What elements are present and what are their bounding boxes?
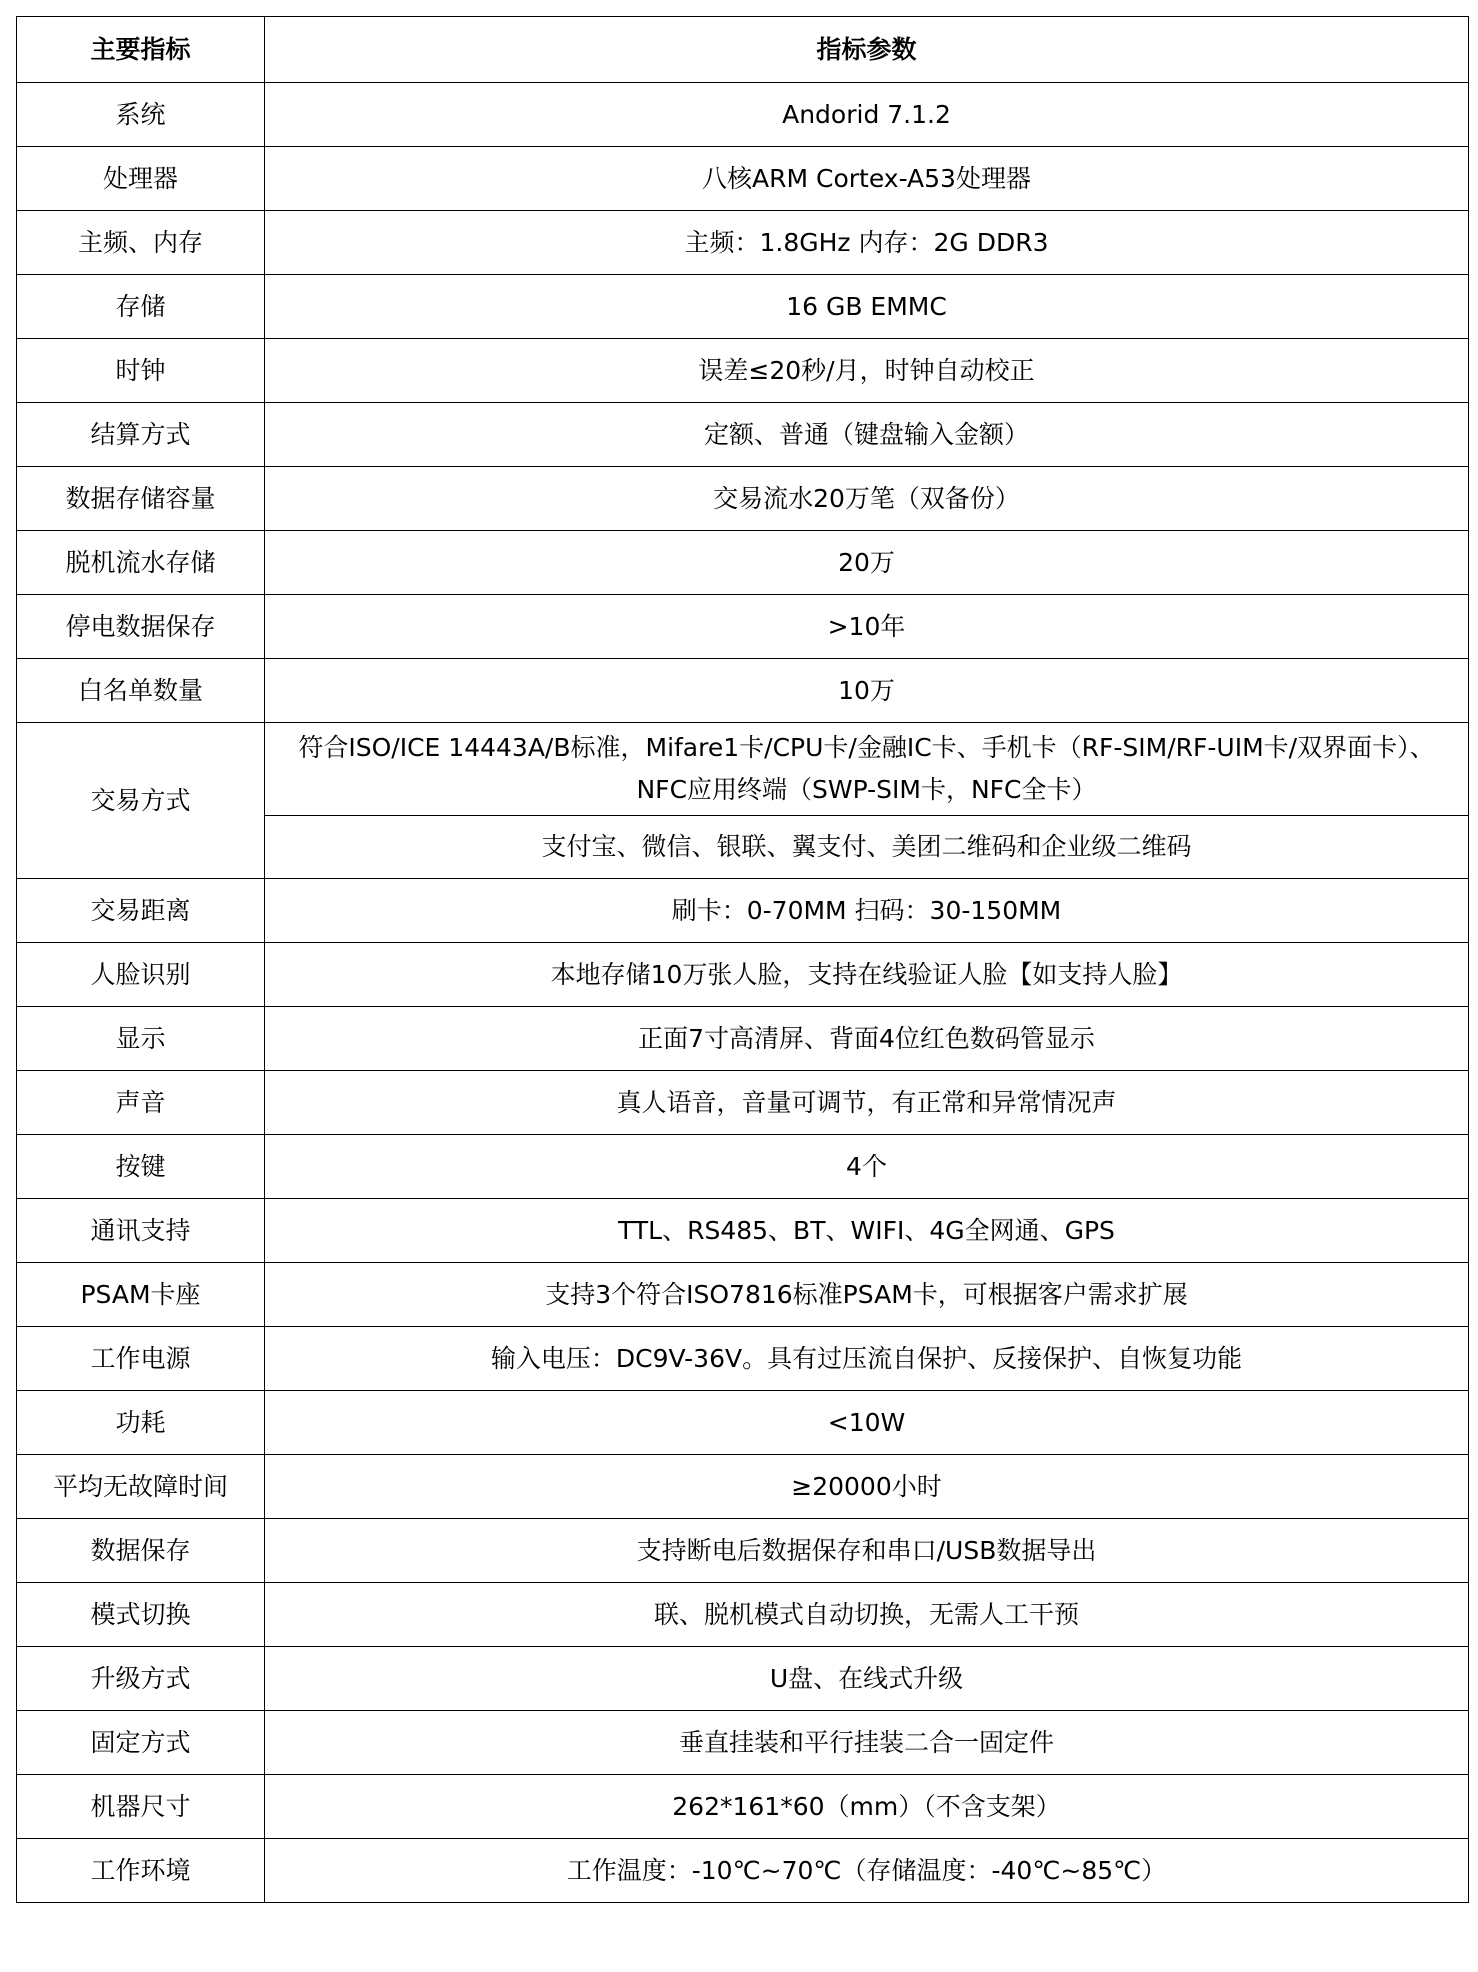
row-label: 工作环境 bbox=[17, 1839, 265, 1903]
row-value: 刷卡：0-70MM 扫码：30-150MM bbox=[265, 879, 1469, 943]
row-value: >10年 bbox=[265, 595, 1469, 659]
row-label: 按键 bbox=[17, 1135, 265, 1199]
row-value: 真人语音，音量可调节，有正常和异常情况声 bbox=[265, 1071, 1469, 1135]
table-row bbox=[17, 1199, 1469, 1263]
row-label: 升级方式 bbox=[17, 1647, 265, 1711]
row-label: 通讯支持 bbox=[17, 1199, 265, 1263]
row-label: PSAM卡座 bbox=[17, 1263, 265, 1327]
spec-table bbox=[16, 16, 1469, 1903]
row-value: TTL、RS485、BT、WIFI、4G全网通、GPS bbox=[265, 1199, 1469, 1263]
spec-rows-a bbox=[17, 83, 1469, 723]
row-value: 误差≤20秒/月，时钟自动校正 bbox=[265, 339, 1469, 403]
row-label: 处理器 bbox=[17, 147, 265, 211]
table-row bbox=[17, 1263, 1469, 1327]
row-value: 10万 bbox=[265, 659, 1469, 723]
row-label: 白名单数量 bbox=[17, 659, 265, 723]
row-value: 4个 bbox=[265, 1135, 1469, 1199]
table-row bbox=[17, 723, 1469, 816]
row-value: U盘、在线式升级 bbox=[265, 1647, 1469, 1711]
trade-mode-rows bbox=[17, 723, 1469, 879]
header-parameter: 指标参数 bbox=[265, 17, 1469, 83]
table-row bbox=[17, 1135, 1469, 1199]
row-value: 输入电压：DC9V-36V。具有过压流自保护、反接保护、自恢复功能 bbox=[265, 1327, 1469, 1391]
table-row bbox=[17, 659, 1469, 723]
row-value: <10W bbox=[265, 1391, 1469, 1455]
row-value: 支持3个符合ISO7816标准PSAM卡，可根据客户需求扩展 bbox=[265, 1263, 1469, 1327]
table-row bbox=[17, 1775, 1469, 1839]
row-label: 数据保存 bbox=[17, 1519, 265, 1583]
row-value-qr-payments: 支付宝、微信、银联、翼支付、美团二维码和企业级二维码 bbox=[265, 816, 1469, 879]
row-label-trade-mode: 交易方式 bbox=[17, 723, 265, 879]
row-label: 停电数据保存 bbox=[17, 595, 265, 659]
row-value: 垂直挂装和平行挂装二合一固定件 bbox=[265, 1711, 1469, 1775]
row-value: 262*161*60（mm）（不含支架） bbox=[265, 1775, 1469, 1839]
table-row bbox=[17, 1839, 1469, 1903]
table-row bbox=[17, 83, 1469, 147]
table-row bbox=[17, 1327, 1469, 1391]
row-value: Andorid 7.1.2 bbox=[265, 83, 1469, 147]
row-label: 交易距离 bbox=[17, 879, 265, 943]
table-row bbox=[17, 1455, 1469, 1519]
table-row bbox=[17, 879, 1469, 943]
row-label: 人脸识别 bbox=[17, 943, 265, 1007]
table-row bbox=[17, 1711, 1469, 1775]
table-row bbox=[17, 147, 1469, 211]
table-row bbox=[17, 1519, 1469, 1583]
row-label: 存储 bbox=[17, 275, 265, 339]
table-row bbox=[17, 403, 1469, 467]
row-label: 结算方式 bbox=[17, 403, 265, 467]
table-row bbox=[17, 531, 1469, 595]
row-label: 机器尺寸 bbox=[17, 1775, 265, 1839]
row-value: 八核ARM Cortex-A53处理器 bbox=[265, 147, 1469, 211]
table-row bbox=[17, 943, 1469, 1007]
table-row bbox=[17, 1647, 1469, 1711]
table-row bbox=[17, 467, 1469, 531]
row-value: ≥20000小时 bbox=[265, 1455, 1469, 1519]
spec-rows-b bbox=[17, 879, 1469, 1903]
row-label: 显示 bbox=[17, 1007, 265, 1071]
table-row bbox=[17, 1583, 1469, 1647]
table-row bbox=[17, 595, 1469, 659]
row-label: 声音 bbox=[17, 1071, 265, 1135]
table-row bbox=[17, 339, 1469, 403]
row-value: 交易流水20万笔（双备份） bbox=[265, 467, 1469, 531]
row-value: 本地存储10万张人脸，支持在线验证人脸【如支持人脸】 bbox=[265, 943, 1469, 1007]
row-label: 固定方式 bbox=[17, 1711, 265, 1775]
row-value: 16 GB EMMC bbox=[265, 275, 1469, 339]
row-label: 数据存储容量 bbox=[17, 467, 265, 531]
row-value: 联、脱机模式自动切换，无需人工干预 bbox=[265, 1583, 1469, 1647]
row-value: 定额、普通（键盘输入金额） bbox=[265, 403, 1469, 467]
row-value-card-standards: 符合ISO/ICE 14443A/B标准，Mifare1卡/CPU卡/金融IC卡、手机卡（RF-SIM/RF-UIM卡/双界面卡）、NFC应用终端（SWP-SIM卡，NFC全卡） bbox=[265, 723, 1469, 816]
row-label: 时钟 bbox=[17, 339, 265, 403]
row-label: 工作电源 bbox=[17, 1327, 265, 1391]
table-header-row bbox=[17, 17, 1469, 83]
table-row bbox=[17, 275, 1469, 339]
row-label: 脱机流水存储 bbox=[17, 531, 265, 595]
table-row bbox=[17, 1391, 1469, 1455]
table-row bbox=[17, 1071, 1469, 1135]
table-row bbox=[17, 1007, 1469, 1071]
row-value: 20万 bbox=[265, 531, 1469, 595]
row-value: 主频：1.8GHz 内存：2G DDR3 bbox=[265, 211, 1469, 275]
row-label: 功耗 bbox=[17, 1391, 265, 1455]
row-label: 系统 bbox=[17, 83, 265, 147]
row-label: 模式切换 bbox=[17, 1583, 265, 1647]
row-value: 支持断电后数据保存和串口/USB数据导出 bbox=[265, 1519, 1469, 1583]
row-label: 平均无故障时间 bbox=[17, 1455, 265, 1519]
row-value: 工作温度：-10℃~70℃（存储温度：-40℃~85℃） bbox=[265, 1839, 1469, 1903]
table-row bbox=[17, 211, 1469, 275]
row-value: 正面7寸高清屏、背面4位红色数码管显示 bbox=[265, 1007, 1469, 1071]
row-label: 主频、内存 bbox=[17, 211, 265, 275]
header-indicator: 主要指标 bbox=[17, 17, 265, 83]
